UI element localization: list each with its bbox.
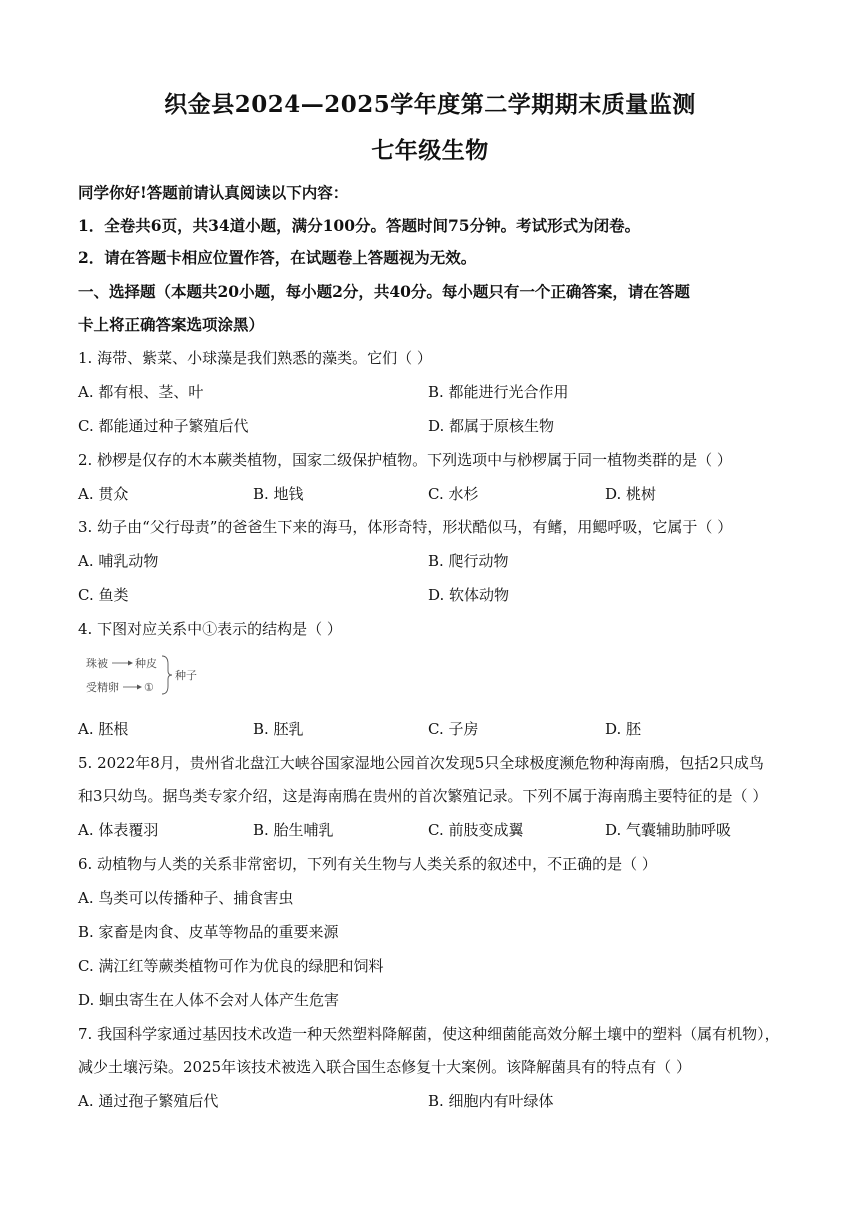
question-4-option-b: B. 胚乳 [253,720,304,738]
question-3-stem: 3. 幼子由“父行母责”的爸爸生下来的海马，体形奇特，形状酷似马，有鳍，用鳃呼吸，它属于（ ） [78,518,733,536]
question-7-option-b: B. 细胞内有叶绿体 [428,1092,554,1110]
question-1-option-d: D. 都属于原核生物 [428,417,555,435]
section-heading-cont: 卡上将正确答案选项涂黑） [78,315,265,334]
instructions-intro: 同学你好!答题前请认真阅读以下内容： [78,183,349,202]
question-2-option-d: D. 桃树 [605,485,657,503]
figure-row1-to: 种皮 [135,657,157,670]
exam-subtitle: 七年级生物 [371,137,489,164]
question-5-option-c: C. 前肢变成翼 [428,821,524,839]
question-5-option-b: B. 胎生哺乳 [253,821,334,839]
question-1-option-b: B. 都能进行光合作用 [428,383,569,401]
instruction-item-1: 1．全卷共6页，共34道小题，满分100分。答题时间75分钟。考试形式为闭卷。 [78,216,641,235]
instruction-item-2: 2．请在答题卡相应位置作答，在试题卷上答题视为无效。 [78,248,477,267]
question-2-stem: 2. 桫椤是仅存的木本蕨类植物，国家二级保护植物。下列选项中与桫椤属于同一植物类群的是（ ） [78,451,732,469]
question-1-option-c: C. 都能通过种子繁殖后代 [78,417,249,435]
question-3-option-d: D. 软体动物 [428,586,510,604]
question-4-option-c: C. 子房 [428,720,479,738]
question-5-option-a: A. 体表覆羽 [78,821,159,839]
question-6-option-c: C. 满江红等蕨类植物可作为优良的绿肥和饲料 [78,957,384,975]
exam-title: 织金县2024—2025学年度第二学期期末质量监测 [164,91,696,118]
question-5-stem-cont: 和3只幼鸟。据鸟类专家介绍，这是海南鳽在贵州的首次繁殖记录。下列不属于海南鳽主要特征的是（ ） [78,787,768,805]
question-6-option-d: D. 蛔虫寄生在人体不会对人体产生危害 [78,991,340,1009]
question-6-option-b: B. 家畜是肉食、皮革等物品的重要来源 [78,923,339,941]
question-5-option-d: D. 气囊辅助肺呼吸 [605,821,732,839]
question-3-option-b: B. 爬行动物 [428,552,509,570]
question-4-option-a: A. 胚根 [78,720,129,738]
question-4-option-d: D. 胚 [605,720,642,738]
question-2-option-c: C. 水杉 [428,485,479,503]
question-1-option-a: A. 都有根、茎、叶 [78,383,204,401]
question-7-option-a: A. 通过孢子繁殖后代 [78,1092,219,1110]
question-2-option-b: B. 地钱 [253,485,304,503]
question-3-option-a: A. 哺乳动物 [78,552,159,570]
question-7-stem: 7. 我国科学家通过基因技术改造一种天然塑料降解菌，使这种细菌能高效分解土壤中的塑料（属有机物）， [78,1025,780,1043]
seed-development-diagram [84,650,214,700]
brace-shape [162,656,172,694]
figure-row2-from: 受精卵 [86,681,119,694]
question-6-option-a: A. 鸟类可以传播种子、捕食害虫 [78,889,294,907]
question-2-option-a: A. 贯众 [78,485,129,503]
question-6-stem: 6. 动植物与人类的关系非常密切，下列有关生物与人类关系的叙述中，不正确的是（ ） [78,855,657,873]
question-1-stem: 1. 海带、紫菜、小球藻是我们熟悉的藻类。它们（ ） [78,349,432,367]
figure-result: 种子 [175,669,197,682]
figure-row2-to: ① [144,681,154,694]
question-4-stem: 4. 下图对应关系中①表示的结构是（ ） [78,620,342,638]
question-3-option-c: C. 鱼类 [78,586,129,604]
figure-row1-from: 珠被 [86,657,108,670]
question-7-stem-cont: 减少土壤污染。2025年该技术被选入联合国生态修复十大案例。该降解菌具有的特点有（ ） [78,1058,691,1076]
section-heading: 一、选择题（本题共20小题，每小题2分，共40分。每小题只有一个正确答案，请在答题 [78,282,690,301]
question-5-stem: 5. 2022年8月，贵州省北盘江大峡谷国家湿地公园首次发现5只全球极度濒危物种海南鳽，包括2只成鸟 [78,754,764,772]
